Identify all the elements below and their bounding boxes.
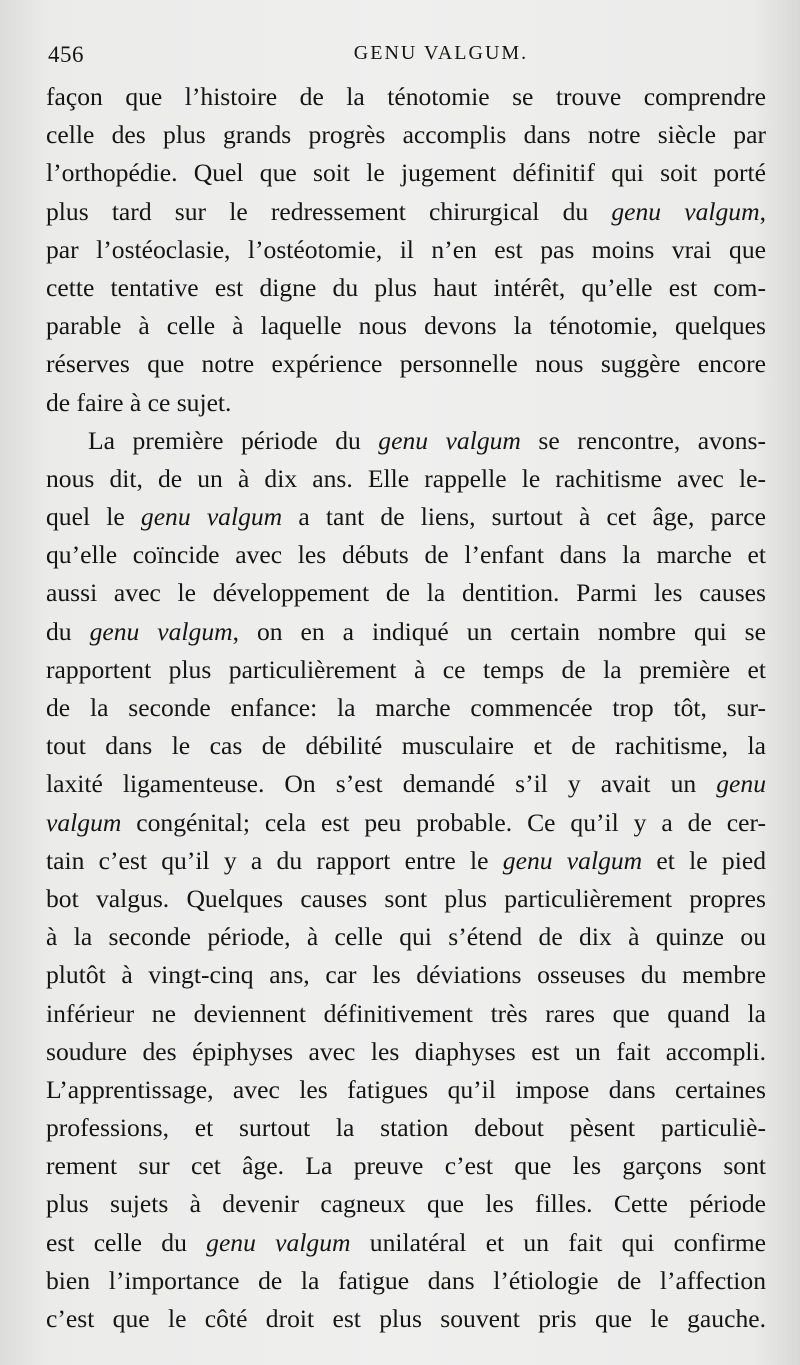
- italic-term: genu valgum: [206, 1227, 351, 1257]
- italic-term: genu valgum: [89, 616, 233, 646]
- page-number: 456: [48, 42, 84, 67]
- text-segment: bien l’importance de la fatigue dans l’étiologie de l’affection: [46, 1265, 766, 1295]
- text-line: [46, 78, 766, 116]
- text-segment: congénital; cela est peu probable. Ce qu’il y a de cer-: [121, 807, 766, 837]
- text-line: [46, 880, 766, 918]
- body-text: [46, 78, 766, 1338]
- text-line: [46, 460, 766, 498]
- text-segment: tout dans le cas de débilité musculaire et de rachitisme, la: [46, 731, 766, 761]
- italic-term: genu valgum: [611, 196, 760, 226]
- text-line: [46, 918, 766, 956]
- text-line: [46, 1185, 766, 1223]
- text-line: [46, 422, 766, 460]
- text-segment: par l’ostéoclasie, l’ostéotomie, il n’en est pas moins vrai que: [46, 234, 766, 264]
- text-segment: du: [46, 616, 90, 646]
- text-segment: plus tard sur le redressement chirurgical du: [46, 196, 612, 226]
- text-segment: à la seconde période, à celle qui s’étend de dix à quinze ou: [46, 922, 766, 952]
- text-line: [46, 269, 766, 307]
- text-line: [46, 345, 766, 383]
- text-line: [46, 193, 766, 231]
- text-line: [46, 651, 766, 689]
- text-line: [46, 765, 766, 803]
- text-segment: l’orthopédie. Quel que soit le jugement définitif qui soit porté: [46, 158, 766, 188]
- text-line: [46, 842, 766, 880]
- text-line: [46, 574, 766, 612]
- text-line: [46, 307, 766, 345]
- text-segment: a tant de liens, surtout à cet âge, parce: [282, 502, 766, 532]
- italic-term: genu: [716, 769, 766, 799]
- text-segment: La première période du: [88, 425, 379, 455]
- text-segment: c’est que le côté droit est plus souvent pris que le gauche.: [46, 1304, 766, 1333]
- text-segment: et le pied: [642, 845, 766, 875]
- text-segment: de la seconde enfance: la marche commencée trop tôt, sur-: [46, 693, 766, 722]
- text-line: [46, 727, 766, 765]
- text-segment: inférieur ne deviennent définitivement très rares que quand la: [46, 998, 766, 1028]
- text-segment: qu’elle coïncide avec les débuts de l’enfant dans la marche et: [46, 540, 766, 570]
- text-line: [46, 536, 766, 574]
- text-segment: L’apprentissage, avec les fatigues qu’il impose dans certaines: [46, 1074, 766, 1104]
- text-segment: est celle du: [46, 1227, 207, 1257]
- italic-term: genu valgum: [502, 845, 643, 875]
- text-line: [46, 995, 766, 1033]
- text-line: [46, 1033, 766, 1071]
- text-segment: de faire à ce sujet.: [46, 387, 232, 417]
- text-line: [46, 1224, 766, 1262]
- page-header: [48, 42, 764, 70]
- text-segment: professions, et surtout la station debout pèsent particuliè-: [46, 1113, 766, 1143]
- text-line: [46, 1262, 766, 1300]
- text-segment: tain c’est qu’il y a du rapport entre le: [46, 845, 503, 875]
- text-segment: rement sur cet âge. La preuve c’est que les garçons sont: [46, 1151, 766, 1181]
- text-segment: bot valgus. Quelques causes sont plus particulièrement propres: [46, 883, 766, 913]
- italic-term: genu valgum: [378, 425, 521, 455]
- text-segment: , on en a indiqué un certain nombre qui se: [232, 616, 766, 646]
- text-line: [46, 116, 766, 154]
- text-segment: quel le: [46, 502, 141, 532]
- text-segment: laxité ligamenteuse. On s’est demandé s’il y avait un: [46, 769, 717, 799]
- text-segment: parable à celle à laquelle nous devons la ténotomie, quelques: [46, 311, 766, 341]
- text-line: [46, 1109, 766, 1147]
- text-segment: celle des plus grands progrès accomplis dans notre siècle par: [46, 120, 766, 150]
- text-segment: nous dit, de un à dix ans. Elle rappelle le rachitisme avec le-: [46, 463, 766, 493]
- text-line: [46, 804, 766, 842]
- text-line: [46, 1300, 766, 1338]
- text-segment: aussi avec le développement de la dentition. Parmi les causes: [46, 578, 766, 608]
- text-segment: unilatéral et un fait qui confirme: [350, 1227, 766, 1257]
- text-line: [46, 613, 766, 651]
- text-segment: soudure des épiphyses avec les diaphyses est un fait accompli.: [46, 1036, 766, 1066]
- italic-term: genu valgum: [140, 502, 283, 532]
- text-segment: plus sujets à devenir cagneux que les filles. Cette période: [46, 1189, 766, 1219]
- text-segment: façon que l’histoire de la ténotomie se trouve comprendre: [46, 82, 766, 111]
- text-line: [46, 1071, 766, 1109]
- text-line: [46, 689, 766, 727]
- text-line: [46, 154, 766, 192]
- text-segment: cette tentative est digne du plus haut intérêt, qu’elle est com-: [46, 272, 766, 302]
- running-head: GENU VALGUM.: [353, 42, 529, 64]
- text-line: [46, 1147, 766, 1185]
- text-line: [46, 384, 766, 422]
- text-segment: rapportent plus particulièrement à ce temps de la première et: [46, 654, 766, 684]
- text-segment: ,: [759, 196, 766, 226]
- text-line: [46, 956, 766, 994]
- text-line: [46, 231, 766, 269]
- text-segment: réserves que notre expérience personnelle nous suggère encore: [46, 349, 766, 379]
- text-segment: se rencontre, avons-: [520, 425, 766, 455]
- italic-term: valgum: [46, 807, 122, 837]
- text-segment: plutôt à vingt-cinq ans, car les déviations osseuses du membre: [46, 960, 766, 990]
- text-line: [46, 498, 766, 536]
